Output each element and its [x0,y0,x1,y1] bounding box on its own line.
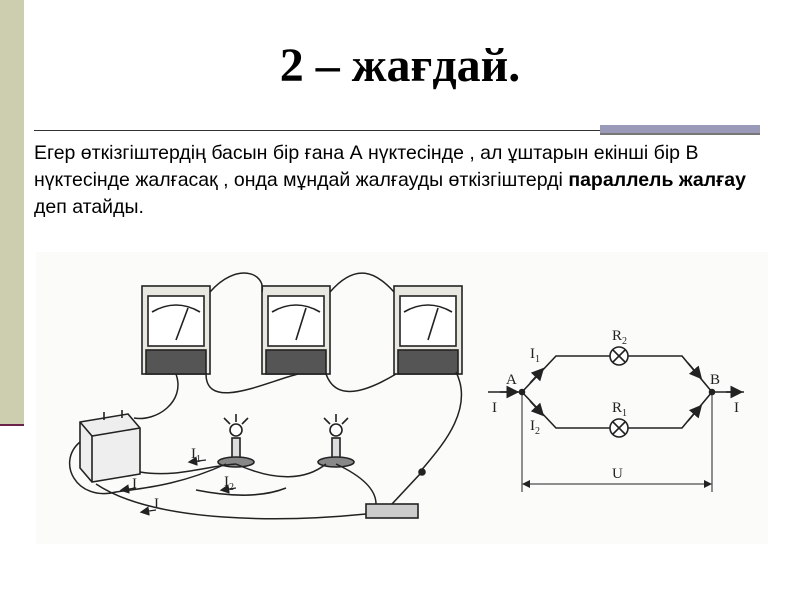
definition-term: параллель жалғау [568,169,746,191]
apparatus-label-i-bottom: I [154,496,159,512]
apparatus-label-i: I [132,476,137,492]
title-divider-accent-shadow [600,133,760,135]
definition-text-part2: деп атайды. [34,196,144,218]
node-a-label: A [506,372,517,388]
branch-top-current-label: $I_1$ [530,346,540,365]
branch-bottom-current-label: $I_2$ [530,418,540,437]
apparatus-label-i1: $I_1$ [191,446,201,465]
current-out-label: I [734,400,739,416]
apparatus-label-i2: $I_2$ [224,474,234,493]
apparatus-drawing [70,273,462,519]
battery [80,410,140,482]
ammeter-3 [394,286,462,374]
title-divider [34,130,604,131]
current-in-label: I [492,400,497,416]
slide-decoration-rule [0,424,24,426]
lamp-1 [218,414,254,467]
voltage-label: U [612,466,623,482]
definition-text [34,140,764,221]
ammeter-1 [142,286,210,374]
definition-text-part1: Егер өткізгіштердің басын бір ғана А нүктесінде , ал ұштарын екінші бір В нүктесінде жалғасақ , онда мұндай жалғауды өткізгіштерді [34,142,699,191]
ammeter-2 [262,286,330,374]
lamp-2 [318,414,354,467]
resistor-bottom-label: $R_1$ [612,400,628,419]
resistor-top-label: $R_2$ [612,328,628,347]
node-b-label: B [710,372,721,388]
circuit-figure [36,252,768,544]
switch [366,469,425,518]
slide-title: 2 – жағдай. [279,39,521,92]
title-divider-accent [600,125,760,133]
circuit-illustration [36,252,768,544]
